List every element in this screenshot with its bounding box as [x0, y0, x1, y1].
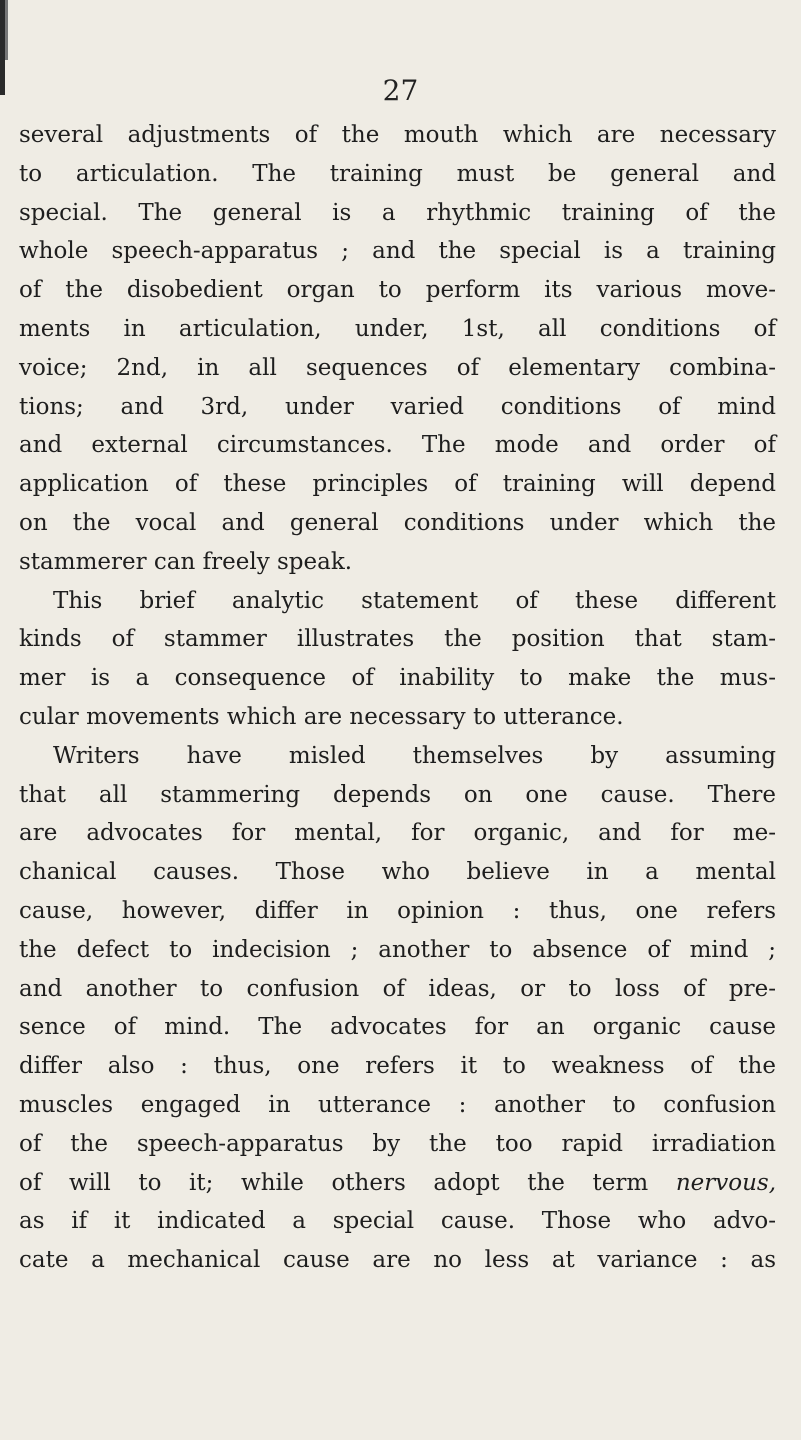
text-line: and external circumstances. The mode and order of [19, 432, 776, 459]
binding-edge-shadow [5, 0, 8, 60]
text-line: to articulation. The training must be general and [19, 160, 776, 187]
text-line: application of these principles of training will depend [19, 471, 776, 498]
text-line: differ also : thus, one refers it to weakness of the [19, 1053, 776, 1080]
text-line: chanical causes. Those who believe in a mental [19, 859, 776, 886]
text-line-with-italic [19, 1164, 776, 1203]
text-line: kinds of stammer illustrates the position that stam- [19, 626, 776, 653]
body-text [19, 116, 776, 1280]
text-line: cause, however, differ in opinion : thus, one refers [19, 897, 776, 924]
text-line: cate a mechanical cause are no less at variance : as [19, 1247, 776, 1274]
text-line: This brief analytic statement of these different [53, 587, 776, 614]
text-line: voice; 2nd, in all sequences of elementary combina- [19, 354, 776, 381]
text-line: and another to confusion of ideas, or to loss of pre- [19, 975, 776, 1002]
italic-word: nervous, [675, 1169, 777, 1196]
text-line-start: of will to it; while others adopt the term [19, 1169, 649, 1196]
text-line: the defect to indecision ; another to absence of mind ; [19, 936, 776, 963]
text-line: tions; and 3rd, under varied conditions of mind [19, 393, 776, 420]
page-number: 27 [382, 74, 419, 107]
text-line: sence of mind. The advocates for an organic cause [19, 1014, 776, 1041]
text-line: as if it indicated a special cause. Those who advo- [19, 1208, 776, 1235]
text-line: are advocates for mental, for organic, and for me- [19, 820, 776, 847]
text-line: ments in articulation, under, 1st, all conditions of [19, 315, 776, 342]
text-line: of the speech-apparatus by the too rapid irradiation [19, 1130, 776, 1157]
text-line: on the vocal and general conditions under which the [19, 509, 776, 536]
text-line: several adjustments of the mouth which are necessary [19, 122, 776, 148]
text-line: mer is a consequence of inability to make the mus- [19, 665, 776, 692]
text-line: muscles engaged in utterance : another to confusion [19, 1091, 776, 1118]
text-line: special. The general is a rhythmic training of the [19, 199, 776, 226]
text-line: stammerer can freely speak. [19, 548, 353, 575]
text-line: Writers have misled themselves by assuming [53, 742, 776, 769]
text-line: cular movements which are necessary to utterance. [19, 703, 624, 730]
text-line: that all stammering depends on one cause. There [19, 781, 776, 808]
text-line: whole speech-apparatus ; and the special is a training [19, 238, 776, 265]
text-line: of the disobedient organ to perform its various move- [19, 277, 776, 304]
